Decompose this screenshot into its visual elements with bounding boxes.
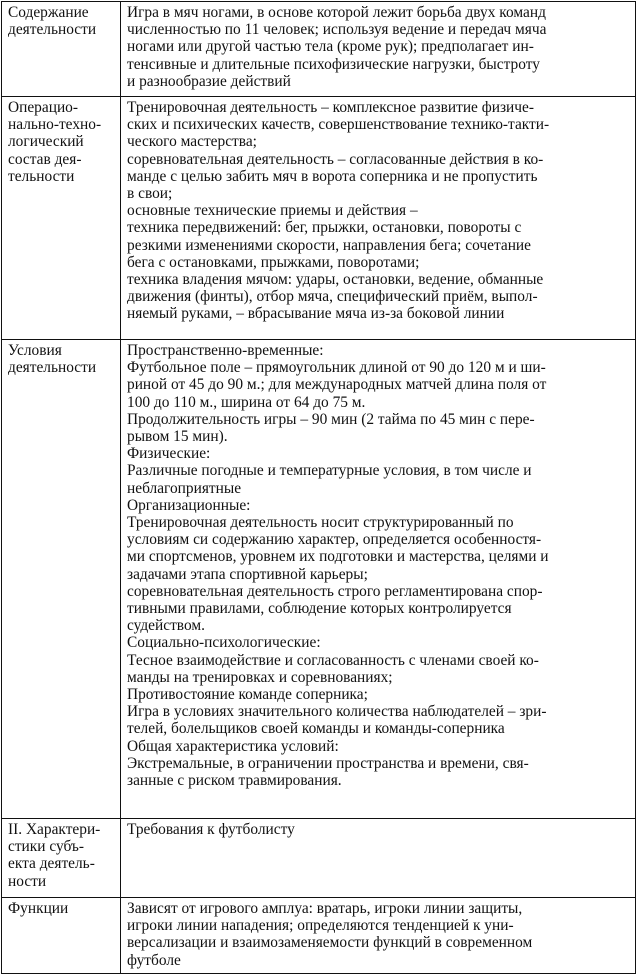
row-label-cell	[2, 97, 121, 340]
label-text-line: состав дея-	[8, 150, 82, 168]
content-text-line: ногами или другой частью тела (кроме рук); предполагает ин-	[127, 38, 534, 56]
content-text-line: рывом 15 мин).	[127, 428, 228, 446]
content-text-line: игроки линии нападения; определяются тенденцией к уни-	[127, 917, 514, 935]
content-text-line: Общая характеристика условий:	[127, 737, 339, 755]
content-text-line: риной от 45 до 90 м.; для международных матчей длина поля от	[127, 376, 547, 394]
content-text-line: основные технические приемы и действия –	[127, 202, 418, 220]
content-text-line: Футбольное поле – прямоугольник длиной от 90 до 120 м и ши-	[127, 359, 546, 377]
row-label-cell	[2, 340, 121, 819]
content-text-line: манде с целью забить мяч в ворота соперника и не пропустить	[127, 167, 538, 185]
content-text-line: Физические:	[127, 445, 211, 463]
content-text-line: Тесное взаимодействие и согласованность с членами своей ко-	[127, 651, 539, 669]
content-text-line: задачами этапа спортивной карьеры;	[127, 565, 368, 583]
content-text-line: Противостояние команде соперника;	[127, 686, 368, 704]
content-text-line: Экстремальные, в ограничении пространства и времени, свя-	[127, 754, 529, 772]
label-text-line: Операцио-	[8, 99, 79, 116]
content-text-line: Организационные:	[127, 496, 251, 514]
content-text-line: занные с риском травмирования.	[127, 772, 342, 790]
content-text-line: судейством.	[127, 617, 205, 635]
row-content-cell	[121, 2, 636, 97]
content-text-line: ческого мастерства;	[127, 133, 257, 151]
content-text-line: условиям си содержанию характер, определяется особенностя-	[127, 531, 542, 549]
content-text-line: тенсивные и длительные психофизические нагрузки, быстроту	[127, 55, 540, 73]
label-text-line: екта деятель-	[8, 855, 95, 873]
table-row	[2, 340, 636, 819]
row-label-cell	[2, 819, 121, 898]
content-text-line: резкими изменениями скорости, направления бега; сочетание	[127, 236, 532, 254]
label-text-line: деятельности	[8, 21, 97, 39]
content-text-line: и разнообразие действий	[127, 72, 291, 90]
label-text-line: II. Характери-	[8, 821, 101, 838]
content-text-line: Зависят от игрового амплуа: вратарь, игроки линии защиты,	[127, 900, 523, 917]
row-label-cell	[2, 898, 121, 974]
content-text-line: манды на тренировках и соревнованиях;	[127, 668, 393, 686]
row-content-cell	[121, 819, 636, 898]
content-text-line: соревновательная деятельность – согласованные действия в ко-	[127, 150, 544, 168]
label-text-line: Условия	[8, 342, 62, 359]
row-label-cell	[2, 2, 121, 97]
content-text-line: футболе	[127, 951, 181, 969]
content-text-line: Различные погодные и температурные условия, в том числе и	[127, 462, 532, 480]
content-text-line: численностью по 11 человек; используя ведение и передач мяча	[127, 21, 547, 39]
content-text-line: техника владения мячом: удары, остановки, ведение, обманные	[127, 271, 544, 289]
content-text-line: Пространственно-временные:	[127, 342, 324, 359]
content-text-line: версализации и взаимозаменяемости функций в современном	[127, 934, 533, 952]
label-text-line: нально-техно-	[8, 116, 102, 134]
row-content-cell	[121, 340, 636, 819]
content-text-line: тивными правилами, соблюдение которых контролируется	[127, 600, 512, 618]
table-row	[2, 819, 636, 898]
table-row	[2, 97, 636, 340]
content-text-line: Тренировочная деятельность носит структурированный по	[127, 514, 514, 532]
content-text-line: соревновательная деятельность строго регламентирована спор-	[127, 582, 543, 600]
content-text-line: неблагоприятные	[127, 479, 242, 497]
label-text-line: стики субъ-	[8, 838, 85, 856]
content-text-line: техника передвижений: бег, прыжки, остановки, повороты с	[127, 219, 522, 237]
label-text-line: тельности	[8, 167, 75, 185]
content-text-line: бега с остановками, прыжками, поворотами;	[127, 253, 420, 271]
label-text-line: ности	[8, 872, 47, 890]
label-text-line: логический	[8, 133, 84, 151]
content-text-line: Тренировочная деятельность – комплексное развитие физиче-	[127, 99, 534, 116]
label-text-line: деятельности	[8, 359, 97, 377]
content-text-line: телей, болельщиков своей команды и команды-соперника	[127, 720, 505, 738]
content-text-line: Игра в мяч ногами, в основе которой лежит борьба двух команд	[127, 4, 546, 21]
label-text-line: Функции	[8, 900, 69, 917]
content-text-line: ми спортсменов, уровнем их подготовки и мастерства, целями и	[127, 548, 549, 566]
label-text-line: Содержание	[8, 4, 89, 21]
row-content-cell	[121, 97, 636, 340]
content-text-line: ских и психических качеств, совершенствование технико-такти-	[127, 116, 550, 134]
content-text-line: в свои;	[127, 185, 173, 203]
content-text-line: Продолжительность игры – 90 мин (2 тайма по 45 мин с пере-	[127, 410, 535, 428]
content-text-line: движения (финты), отбор мяча, специфический приём, выпол-	[127, 288, 538, 306]
table-row	[2, 898, 636, 974]
row-content-cell	[121, 898, 636, 974]
content-text-line: Игра в условиях значительного количества наблюдателей – зри-	[127, 703, 547, 721]
content-text-line: Требования к футболисту	[127, 821, 295, 838]
table-row	[2, 2, 636, 97]
content-text-line: 100 до 110 м., ширина от 64 до 75 м.	[127, 393, 366, 411]
content-text-line: Социально-психологические:	[127, 634, 321, 652]
activity-characteristics-table	[1, 1, 636, 974]
content-text-line: няемый руками, – вбрасывание мяча из-за боковой линии	[127, 305, 505, 323]
